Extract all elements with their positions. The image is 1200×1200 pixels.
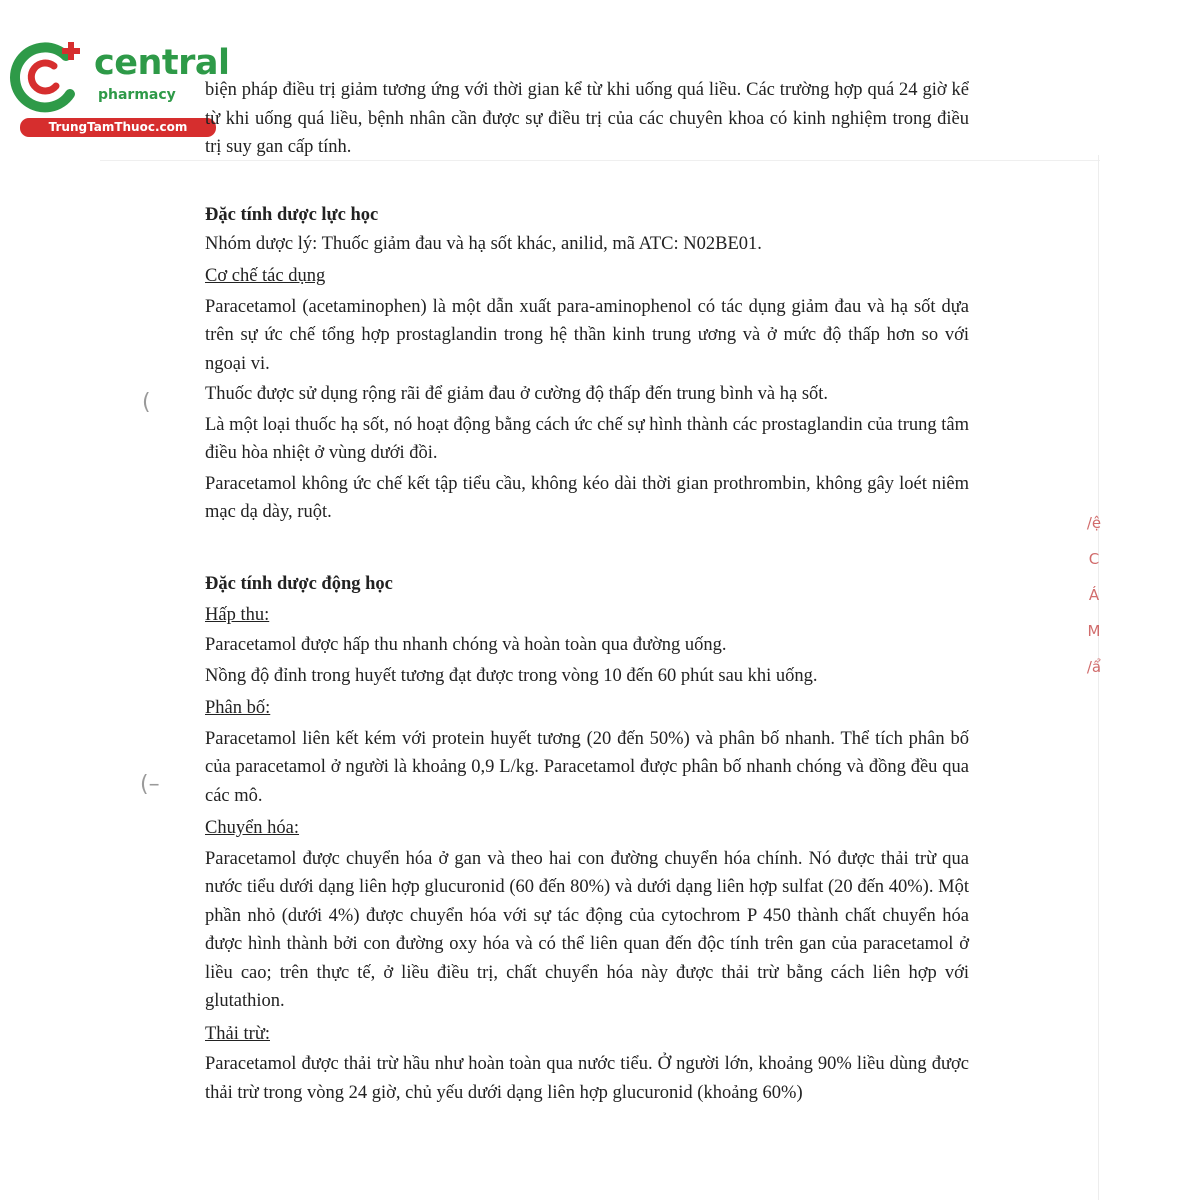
central-pharmacy-logo[interactable] <box>8 38 230 138</box>
pd-paragraph: Là một loại thuốc hạ sốt, nó hoạt động bằng cách ức chế sự hình thành các prostaglandin của trung tâm điều hòa nhiệt ở vùng dưới đồi. <box>205 414 969 463</box>
pd-paragraph: Paracetamol không ức chế kết tập tiểu cầu, không kéo dài thời gian prothrombin, không gây loét niêm mạc dạ dày, ruột. <box>205 473 969 522</box>
pharmacokinetics-heading: Đặc tính dược động học <box>205 573 393 594</box>
distribution-paragraph: Paracetamol liên kết kém với protein huyết tương (20 đến 50%) và phân bố nhanh. Thể tích phân bố của paracetamol ở người là khoảng 0,9 L/kg. Paracetamol được phân bố nhanh chóng và đồng đều qua các mô. <box>205 728 969 806</box>
intro-paragraph: biện pháp điều trị giảm tương ứng với thời gian kể từ khi uống quá liều. Các trường hợp quá 24 giờ kể từ khi uống quá liều, bệnh nhân cần được sự điều trị của các chuyên khoa có kinh nghiệm trong điều trị suy gan cấp tính. <box>205 80 969 157</box>
document-body <box>205 76 969 1109</box>
logo-brand-text: central <box>94 43 230 83</box>
stamp-glyph: /ệ <box>1086 514 1102 532</box>
logo-url-badge[interactable]: TrungTamThuoc.com <box>20 118 216 137</box>
metabolism-subheading: Chuyển hóa: <box>205 818 300 838</box>
stamp-glyph: /ẩ <box>1086 658 1102 676</box>
margin-bracket-mark: ( <box>142 390 151 415</box>
absorption-paragraph: Paracetamol được hấp thu nhanh chóng và hoàn toàn qua đường uống. <box>205 635 727 655</box>
elimination-subheading: Thải trừ: <box>205 1023 270 1044</box>
absorption-paragraph: Nồng độ đỉnh trong huyết tương đạt được trong vòng 10 đến 60 phút sau khi uống. <box>205 665 818 686</box>
stamp-glyph: Á <box>1088 586 1100 604</box>
pd-paragraph: Paracetamol (acetaminophen) là một dẫn xuất para-aminophenol có tác dụng giảm đau và hạ sốt dựa trên sự ức chế tổng hợp prostaglandin trong hệ thần kinh trung ương và ở mức độ thấp hơn so với ngoại vi. <box>205 296 969 374</box>
stamp-glyph: M <box>1087 622 1101 640</box>
metabolism-paragraph: Paracetamol được chuyển hóa ở gan và theo hai con đường chuyển hóa chính. Nó được thải trừ qua nước tiểu dưới dạng liên hợp glucuronid (60 đến 80%) và dưới dạng liên hợp sulfat (20 đến 40%). Một phần nhỏ (dưới 4%) được chuyển hóa với sự tác động của cytochrom P 450 thành chất chuyển hóa được hình thành bởi con đường oxy hóa và có thể liên quan đến độc tính trên gan của paracetamol ở liều cao; trên thực tế, ở liều điều trị, chất chuyển hóa này được thải trừ bằng cách liên hợp với glutathion. <box>205 848 969 1011</box>
pharmacodynamics-heading: Đặc tính dược lực học <box>205 204 379 225</box>
pd-paragraph: Thuốc được sử dụng rộng rãi để giảm đau ở cường độ thấp đến trung bình và hạ sốt. <box>205 384 829 404</box>
pharmacological-group: Nhóm dược lý: Thuốc giảm đau và hạ sốt khác, anilid, mã ATC: N02BE01. <box>205 233 762 254</box>
logo-sub-text: pharmacy <box>98 87 176 103</box>
absorption-subheading: Hấp thu: <box>205 604 270 625</box>
distribution-subheading: Phân bố: <box>205 698 271 718</box>
mechanism-subheading: Cơ chế tác dụng <box>205 266 326 286</box>
elimination-paragraph: Paracetamol được thải trừ hầu như hoàn toàn qua nước tiểu. Ở người lớn, khoảng 90% liều dùng được thải trừ trong vòng 24 giờ, chủ yếu dưới dạng liên hợp glucuronid (khoảng 60%) <box>205 1054 969 1103</box>
margin-bracket-mark: (– <box>140 772 160 797</box>
stamp-glyph: C <box>1088 550 1100 568</box>
logo-c-icon <box>8 38 94 118</box>
red-stamp-fragment <box>1082 505 1106 685</box>
